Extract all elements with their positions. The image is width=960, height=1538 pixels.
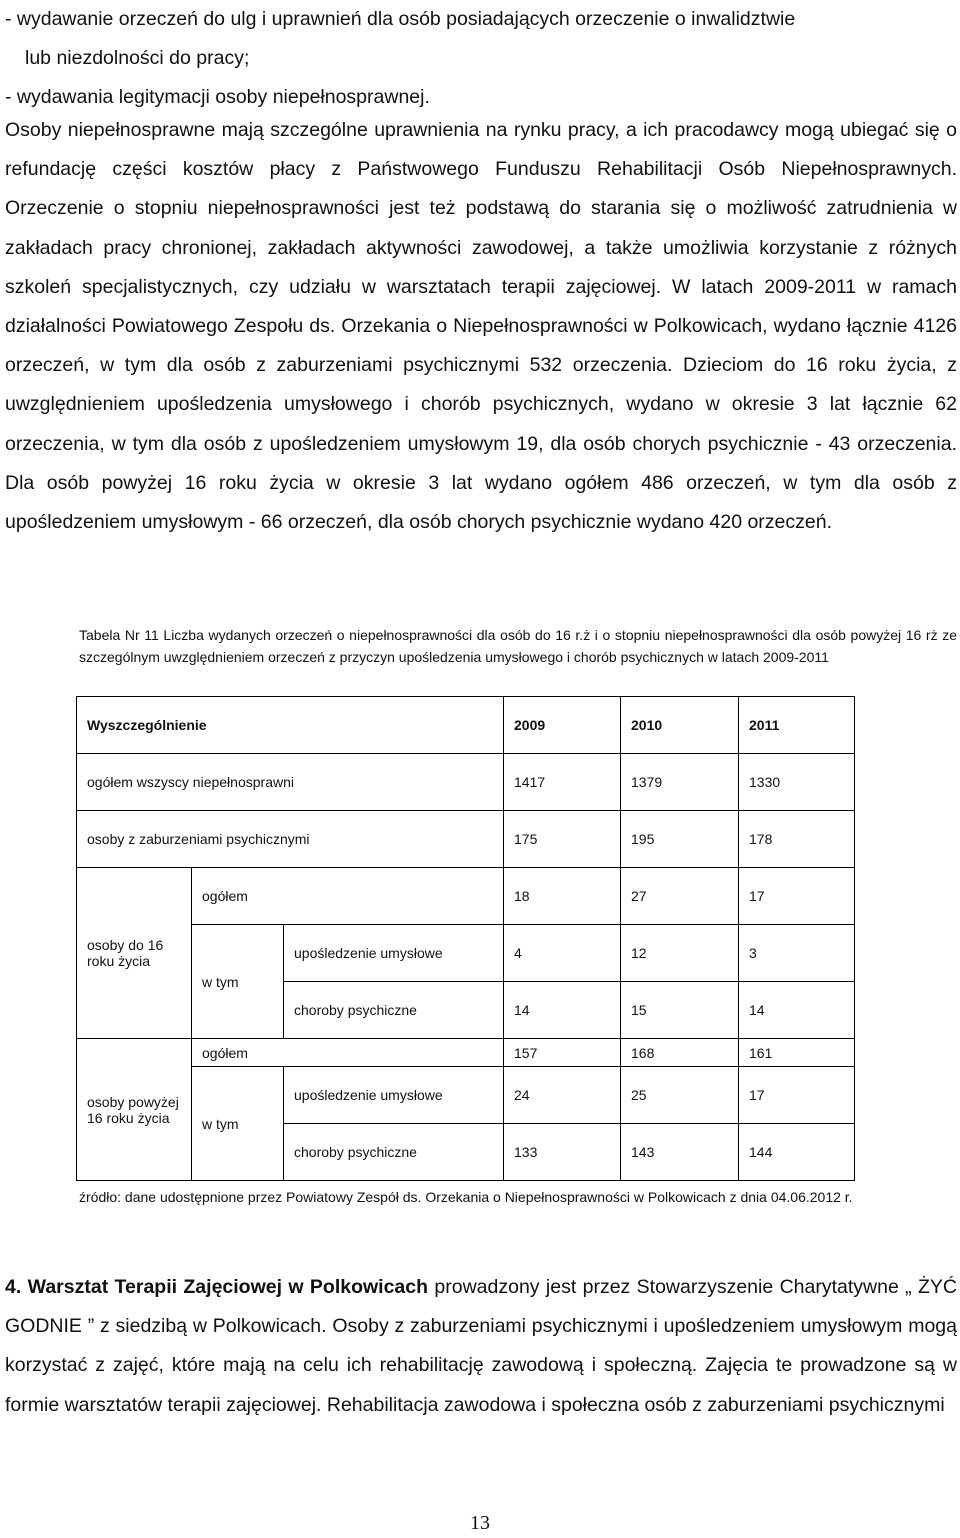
row-label: choroby psychiczne xyxy=(284,1124,504,1181)
row-label: ogółem xyxy=(192,868,504,925)
source-note: źródło: dane udostępnione przez Powiatowy Zespół ds. Orzekania o Niepełnosprawności w Polkowicach z dnia 04.06.2012 r. xyxy=(79,1189,853,1205)
table-row xyxy=(77,754,855,811)
cell-value: 14 xyxy=(739,982,855,1039)
bullet-line: lub niezdolności do pracy; xyxy=(25,47,250,70)
table-row xyxy=(77,1039,855,1067)
row-label: upośledzenie umysłowe xyxy=(284,1067,504,1124)
cell-value: 157 xyxy=(504,1039,621,1067)
bullet-line: - wydawania legitymacji osoby niepełnosprawnej. xyxy=(5,86,430,109)
paragraph-text: Osoby niepełnosprawne mają szczególne uprawnienia na rynku pracy, a ich pracodawcy mogą ubiegać się o refundację części kosztów płacy z Państwowego Funduszu Rehabilitacji Osób Niepełnosprawnych. Orzeczenie o stopniu niepełnosprawności jest też podstawą do starania się o możliwość zatrudnienia w zakładach pracy chronionej, zakładach aktywności zawodowej, a także umożliwia korzystanie z różnych szkoleń specjalistycznych, czy udziału w warsztatach terapii zajęciowej. W latach 2009-2011 w ramach działalności Powiatowego Zespołu ds. Orzekania o Niepełnosprawności w Polkowicach, wydano łącznie 4126 orzeczeń, w tym dla osób z zaburzeniami psychicznymi 532 orzeczenia. Dzieciom do 16 roku życia, z uwzględnieniem upośledzenia umysłowego i chorób psychicznych, wydano w okresie 3 lat łącznie 62 orzeczenia, w tym dla osób z upośledzeniem umysłowym 19, dla osób chorych psychicznie - 43 orzeczenia. Dla osób powyżej 16 roku życia w okresie 3 lat wydano ogółem 486 orzeczeń, w tym dla osób z upośledzeniem umysłowym - 66 orzeczeń, dla osób chorych psychicznie wydano 420 orzeczeń. xyxy=(5,119,957,534)
bullet-line: - wydawanie orzeczeń do ulg i uprawnień dla osób posiadających orzeczenie o inwalidztwie xyxy=(5,8,796,30)
cell-value: 1379 xyxy=(621,754,739,811)
bullet-list xyxy=(5,0,957,118)
section-4-paragraph xyxy=(5,1268,957,1425)
cell-value: 3 xyxy=(739,925,855,982)
cell-value: 168 xyxy=(621,1039,739,1067)
header-year: 2011 xyxy=(739,697,855,754)
cell-value: 17 xyxy=(739,1067,855,1124)
cell-value: 17 xyxy=(739,868,855,925)
header-year: 2009 xyxy=(504,697,621,754)
page-number: 13 xyxy=(470,1512,490,1534)
subgroup-label: w tym xyxy=(192,1067,284,1181)
cell-value: 14 xyxy=(504,982,621,1039)
cell-value: 1330 xyxy=(739,754,855,811)
cell-value: 12 xyxy=(621,925,739,982)
cell-value: 27 xyxy=(621,868,739,925)
cell-value: 18 xyxy=(504,868,621,925)
header-label: Wyszczególnienie xyxy=(77,697,504,754)
table-row xyxy=(77,811,855,868)
header-year: 2010 xyxy=(621,697,739,754)
section-4-text: prowadzony jest przez Stowarzyszenie Charytatywne „ ŻYĆ GODNIE ” z siedzibą w Polkowicach. Osoby z zaburzeniami psychicznymi i upośledzeniem umysłowym mogą korzystać z zajęć, które mają na celu ich rehabilitację zawodową i społeczną. Zajęcia te prowadzone są w formie warsztatów terapii zajęciowej. Rehabilitacja zawodowa i społeczna osób z zaburzeniami psychicznymi xyxy=(5,1276,957,1416)
section-4-heading: Warsztat Terapii Zajęciowej w Polkowicach xyxy=(27,1276,429,1298)
row-label: osoby z zaburzeniami psychicznymi xyxy=(77,811,504,868)
cell-value: 175 xyxy=(504,811,621,868)
cell-value: 178 xyxy=(739,811,855,868)
main-paragraph xyxy=(5,111,957,542)
subgroup-label: w tym xyxy=(192,925,284,1039)
row-label: upośledzenie umysłowe xyxy=(284,925,504,982)
cell-value: 24 xyxy=(504,1067,621,1124)
cell-value: 161 xyxy=(739,1039,855,1067)
row-label: ogółem xyxy=(192,1039,504,1067)
cell-value: 133 xyxy=(504,1124,621,1181)
table-header-row xyxy=(77,697,855,754)
cell-value: 15 xyxy=(621,982,739,1039)
section-4-number: 4. xyxy=(5,1276,22,1298)
table-caption: Tabela Nr 11 Liczba wydanych orzeczeń o niepełnosprawności dla osób do 16 r.ż i o stopniu niepełnosprawności dla osób powyżej 16 rż ze szczególnym uwzględnieniem orzeczeń z przyczyn upośledzenia umysłowego i chorób psychicznych w latach 2009-2011 xyxy=(79,627,957,665)
cell-value: 144 xyxy=(739,1124,855,1181)
cell-value: 195 xyxy=(621,811,739,868)
row-label: ogółem wszyscy niepełnosprawni xyxy=(77,754,504,811)
table-row xyxy=(77,868,855,925)
cell-value: 143 xyxy=(621,1124,739,1181)
cell-value: 4 xyxy=(504,925,621,982)
cell-value: 25 xyxy=(621,1067,739,1124)
section-4 xyxy=(5,1268,957,1425)
table-row xyxy=(77,925,855,982)
group-label: osoby do 16 roku życia xyxy=(77,868,192,1039)
data-table xyxy=(76,696,855,1181)
row-label: choroby psychiczne xyxy=(284,982,504,1039)
cell-value: 1417 xyxy=(504,754,621,811)
table-row xyxy=(77,1067,855,1124)
group-label: osoby powyżej 16 roku życia xyxy=(77,1039,192,1181)
